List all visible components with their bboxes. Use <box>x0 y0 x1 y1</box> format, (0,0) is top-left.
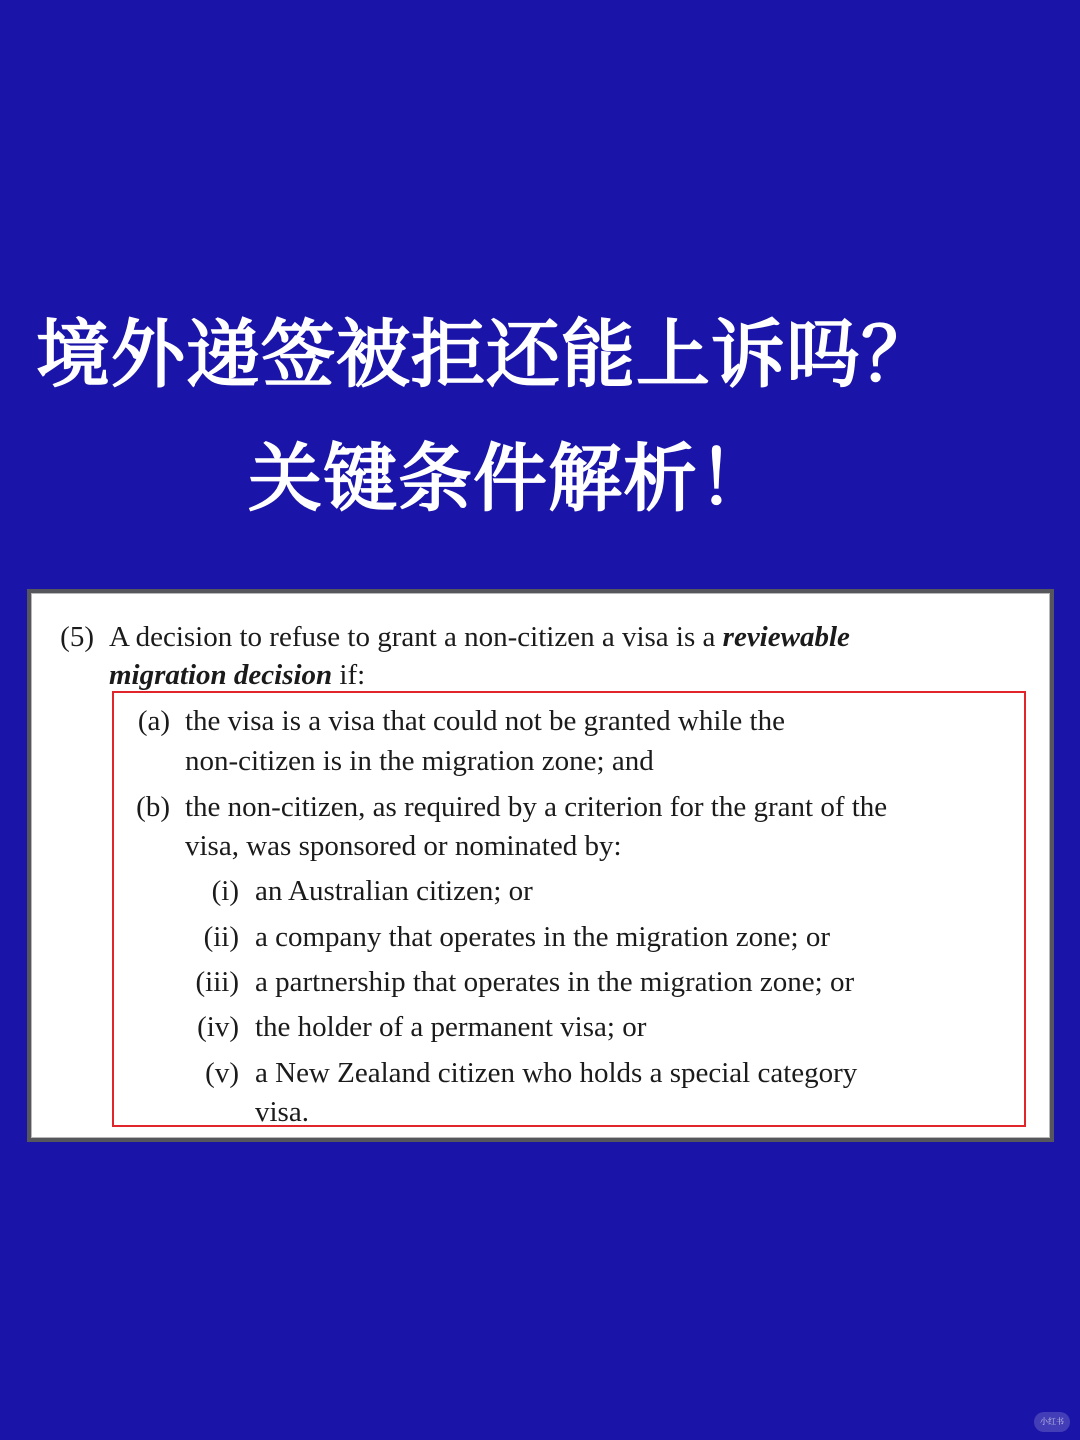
xiaohongshu-logo-icon: 小红书 <box>1034 1412 1070 1432</box>
condition-label: (b) <box>136 791 170 823</box>
subitem-label: (i) <box>211 875 239 907</box>
subitem-iii-text: a partnership that operates in the migration zone; or <box>255 966 855 998</box>
intro-text-before: A decision to refuse to grant a non-citizen a visa is a <box>109 621 723 653</box>
intro-line-1 <box>109 618 850 656</box>
subitem-v-line-1: a New Zealand citizen who holds a special category <box>255 1057 858 1089</box>
intro-line-2 <box>109 656 365 694</box>
intro-term-part-2: migration decision <box>109 659 333 691</box>
subitem-iv-text: the holder of a permanent visa; or <box>255 1011 647 1043</box>
intro-text-after: if: <box>332 659 366 691</box>
intro-term-part-1: reviewable <box>722 621 850 653</box>
legislation-text <box>31 593 1050 1138</box>
subitem-v-line-2: visa. <box>255 1096 309 1128</box>
subitem-label: (iv) <box>197 1011 239 1043</box>
subitem-i-text: an Australian citizen; or <box>255 875 533 907</box>
condition-label: (a) <box>137 705 170 737</box>
subitem-label: (iii) <box>195 966 239 998</box>
condition-a-line-1: the visa is a visa that could not be granted while the <box>185 705 785 737</box>
condition-b-line-2: visa, was sponsored or nominated by: <box>185 830 622 862</box>
subitem-ii-text: a company that operates in the migration zone; or <box>255 921 830 953</box>
subitem-label: (ii) <box>203 921 239 953</box>
headline-line-2: 关键条件解析！ <box>248 436 773 522</box>
headline-line-1: 境外递签被拒还能上诉吗？ <box>36 312 936 398</box>
condition-a-line-2: non-citizen is in the migration zone; and <box>185 745 654 777</box>
subitem-label: (v) <box>205 1057 239 1089</box>
legislation-excerpt <box>27 589 1054 1142</box>
subsection-number: (5) <box>60 621 94 653</box>
condition-b-line-1: the non-citizen, as required by a criterion for the grant of the <box>185 791 888 823</box>
